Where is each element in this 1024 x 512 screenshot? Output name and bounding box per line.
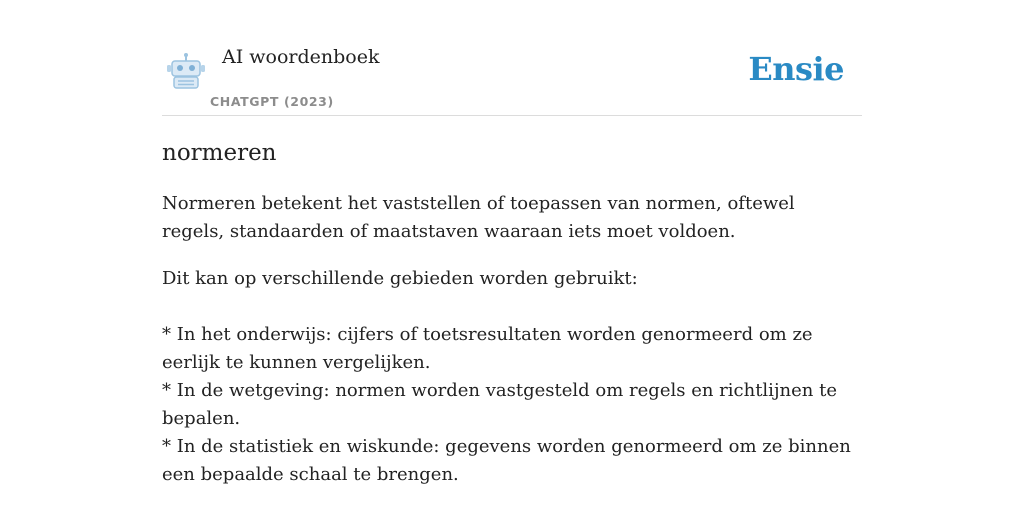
entry-header: [162, 0, 862, 116]
source-title[interactable]: AI woordenboek: [222, 46, 380, 68]
robot-icon: [166, 52, 206, 90]
entry-term: normeren: [162, 140, 277, 166]
definition-paragraph: Normeren betekent het vaststellen of toepassen van normen, oftewel regels, standaarden of maatstaven waaraan iets moet voldoen.: [162, 193, 795, 242]
intro-paragraph: Dit kan op verschillende gebieden worden gebruikt:: [162, 268, 638, 289]
list-item: * In het onderwijs: cijfers of toetsresultaten worden genormeerd om ze eerlijk te kunnen vergelijken.: [162, 324, 813, 373]
usage-list: [162, 321, 862, 489]
source-subtitle: CHATGPT (2023): [210, 94, 334, 109]
list-item: * In de wetgeving: normen worden vastgesteld om regels en richtlijnen te bepalen.: [162, 380, 837, 429]
dictionary-card: [162, 0, 862, 489]
brand-logo[interactable]: Ensie: [748, 50, 844, 88]
list-item: * In de statistiek en wiskunde: gegevens worden genormeerd om ze binnen een bepaalde schaal te brengen.: [162, 436, 851, 485]
